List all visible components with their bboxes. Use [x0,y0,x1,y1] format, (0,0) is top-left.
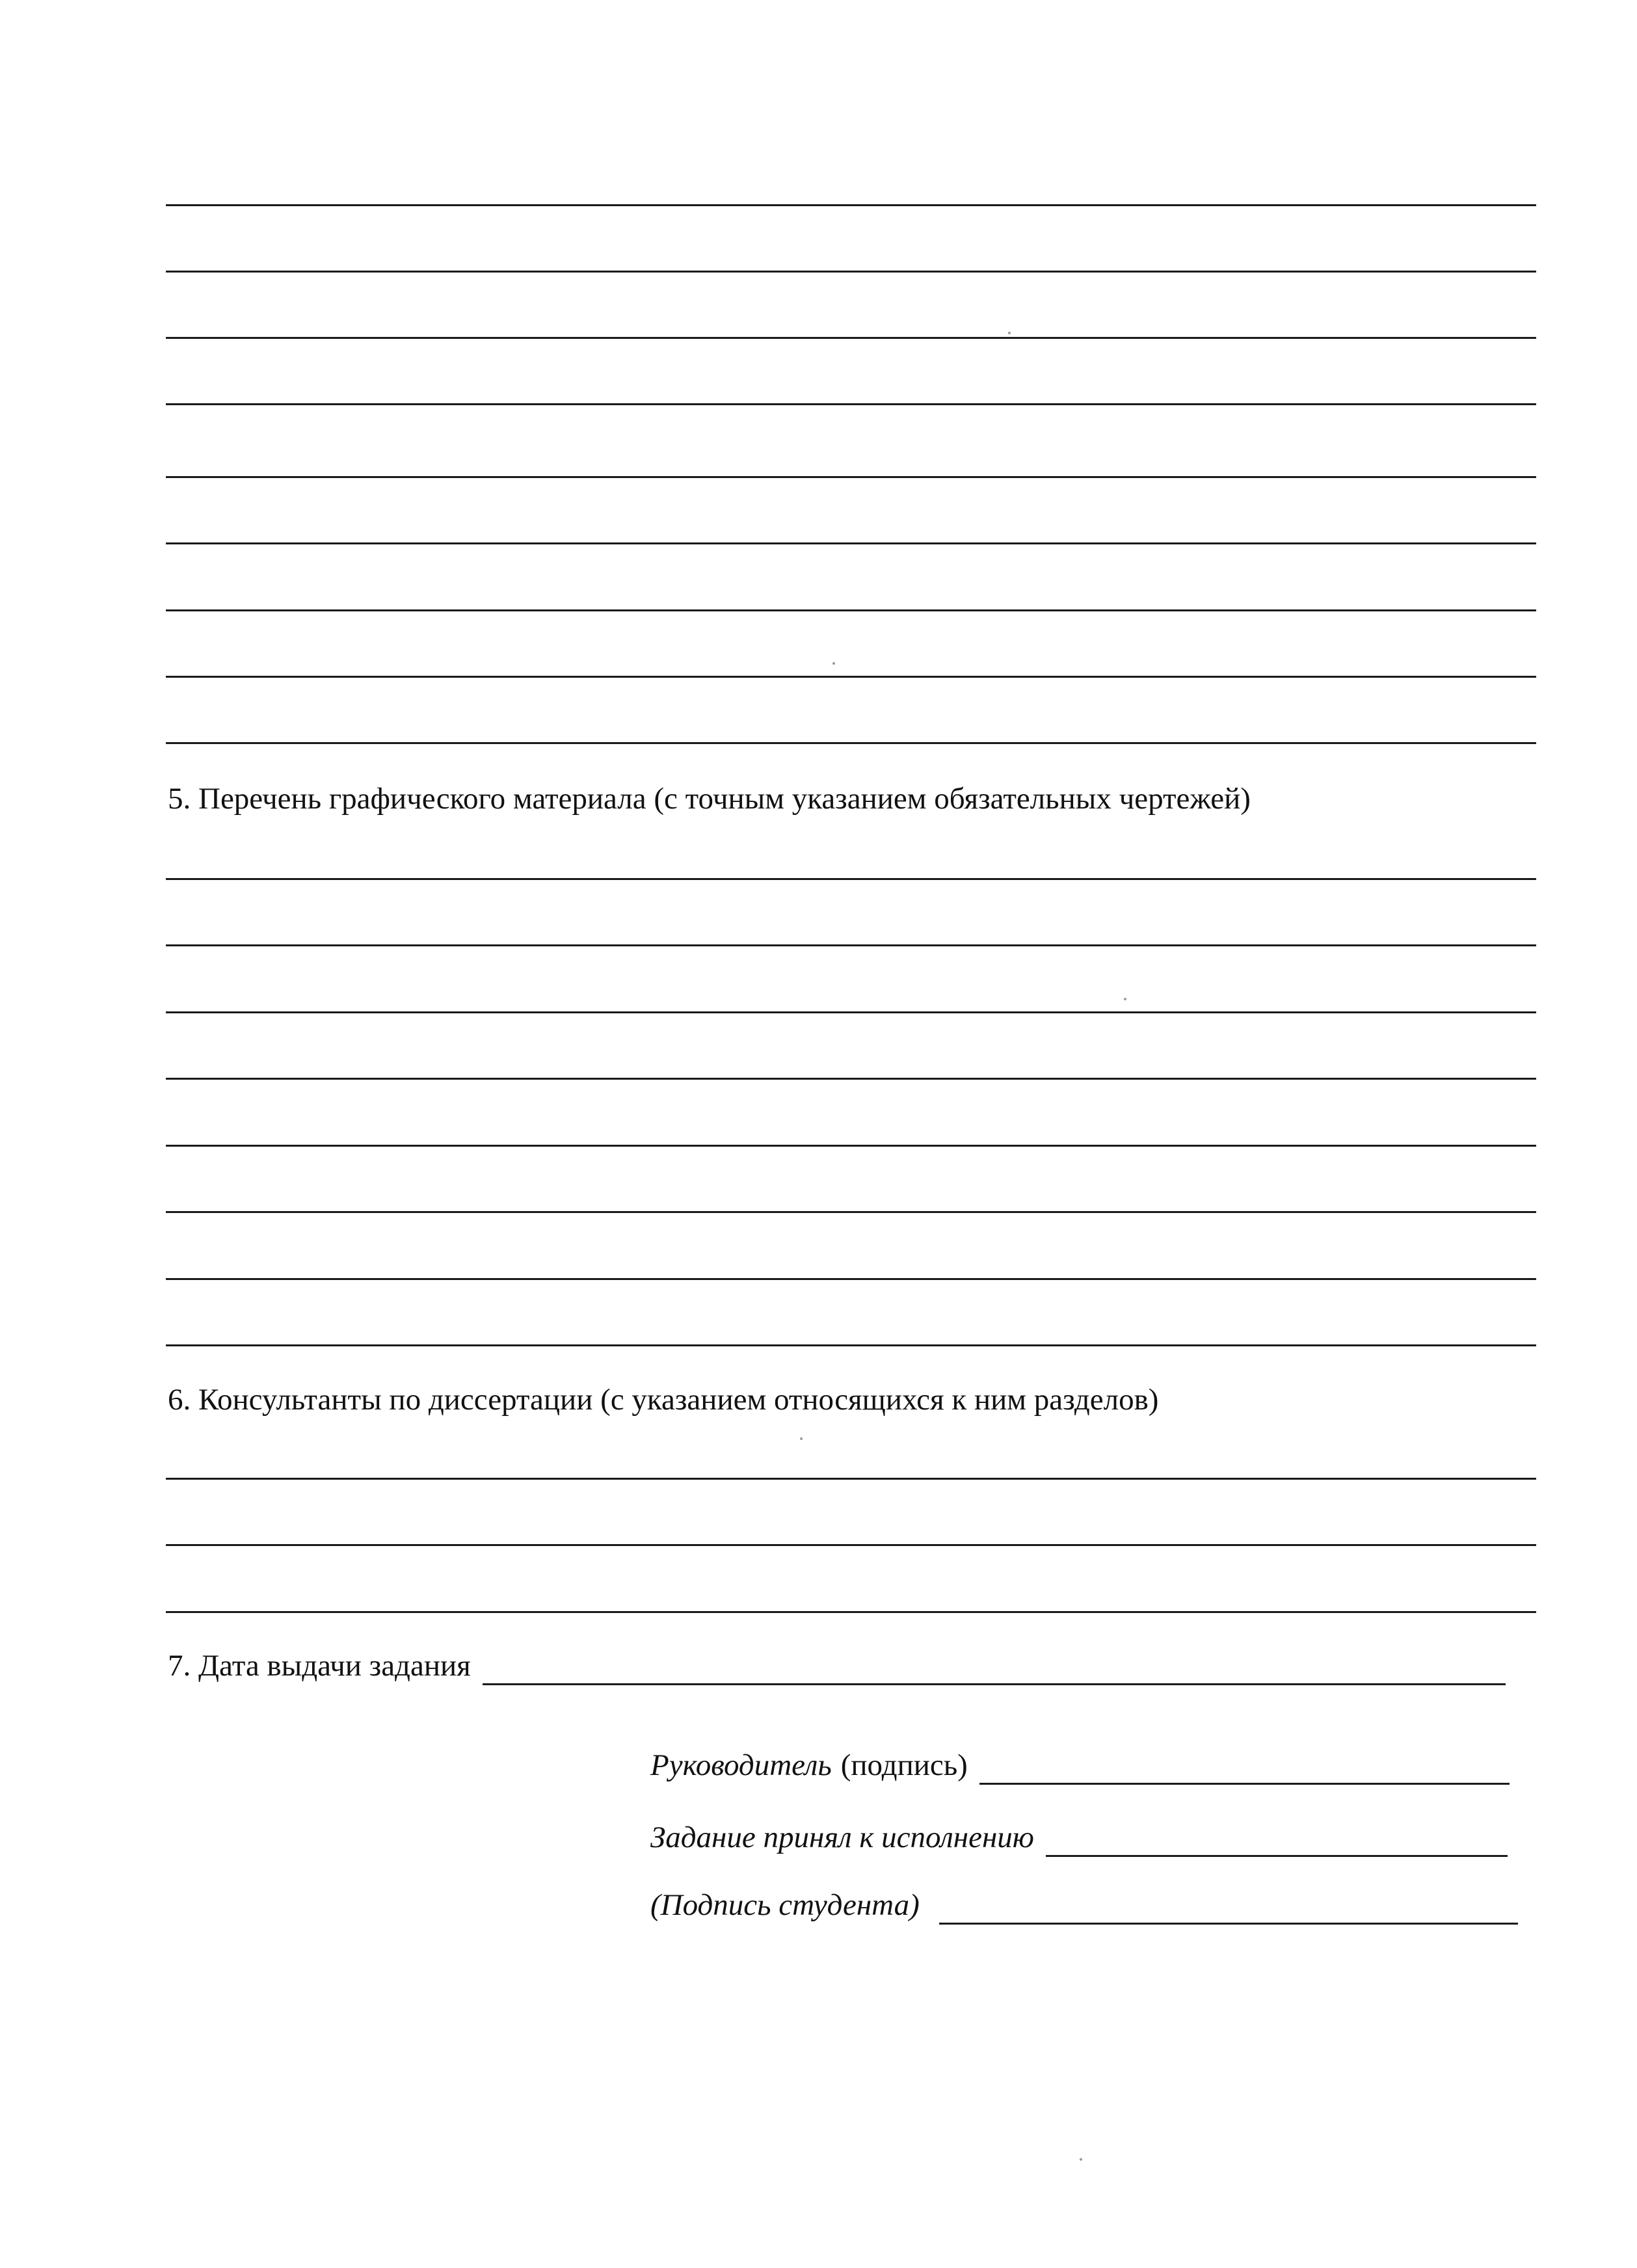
scan-speck [832,662,835,665]
blank-line[interactable] [166,1011,1536,1013]
supervisor-signature-row [650,1746,1510,1785]
blank-line[interactable] [166,1611,1536,1613]
blank-line[interactable] [166,742,1536,744]
blank-line[interactable] [166,1344,1536,1346]
section-6-heading: 6. Консультанты по диссертации (с указанием относящихся к ним разделов) [168,1383,1159,1417]
scan-speck [800,1437,803,1440]
accepted-row [650,1818,1508,1857]
accepted-label: Задание принял к исполнению [650,1821,1034,1854]
supervisor-role-label: Руководитель [650,1748,832,1782]
blank-line[interactable] [166,403,1536,405]
issue-date-field[interactable] [483,1655,1506,1685]
blank-line[interactable] [166,271,1536,273]
scan-speck [1080,2158,1082,2161]
student-signature-field[interactable] [939,1894,1518,1925]
blank-line[interactable] [166,204,1536,206]
accepted-signature-field[interactable] [1046,1826,1508,1857]
scan-speck [1008,332,1011,334]
student-signature-row [650,1886,1518,1925]
blank-line[interactable] [166,1544,1536,1546]
section-5-heading: 5. Перечень графического материала (с точным указанием обязательных чертежей) [168,782,1251,816]
blank-line[interactable] [166,542,1536,544]
section-7-label: 7. Дата выдачи задания [168,1649,471,1683]
blank-line[interactable] [166,1145,1536,1147]
blank-line[interactable] [166,944,1536,946]
supervisor-signature-note: (подпись) [840,1748,968,1782]
blank-line[interactable] [166,609,1536,611]
scan-speck [1124,998,1126,1000]
blank-line[interactable] [166,878,1536,880]
blank-line[interactable] [166,476,1536,478]
blank-line[interactable] [166,1478,1536,1480]
issue-date-row [168,1646,1506,1685]
supervisor-signature-field[interactable] [979,1754,1510,1785]
blank-line[interactable] [166,337,1536,339]
blank-line[interactable] [166,676,1536,678]
blank-line[interactable] [166,1211,1536,1213]
student-signature-label: (Подпись студента) [650,1888,920,1922]
blank-line[interactable] [166,1078,1536,1080]
blank-line[interactable] [166,1278,1536,1280]
